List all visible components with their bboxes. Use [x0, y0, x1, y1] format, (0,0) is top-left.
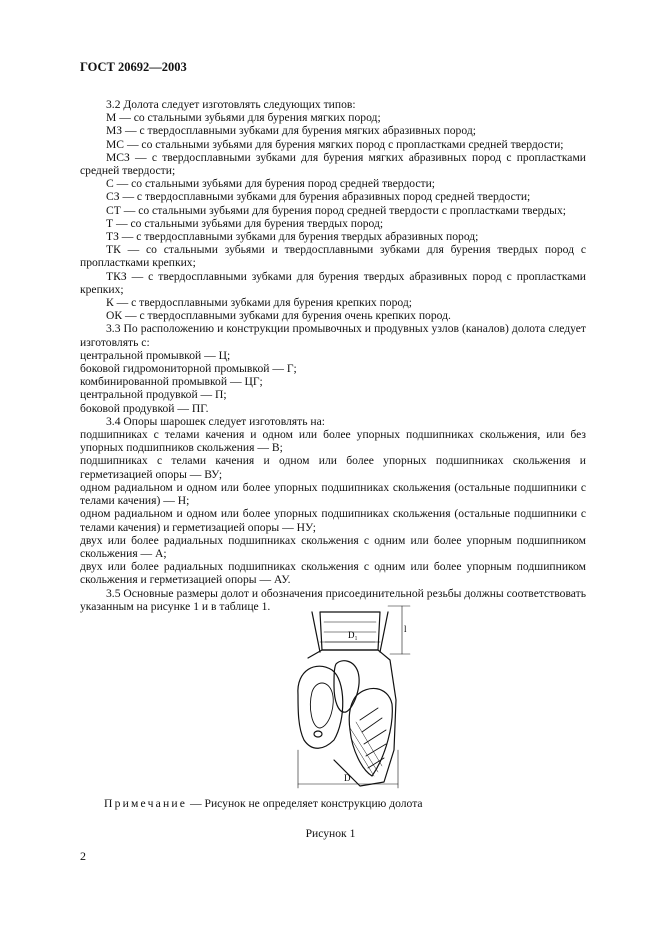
note-label: Примечание	[104, 797, 188, 810]
dim-d-label: D	[344, 773, 351, 783]
paragraph: подшипниках с телами качения и одном или более упорных подшипниках скольжения, или без упорных подшипников скольжения — В;	[80, 428, 586, 455]
paragraph: одном радиальном и одном или более упорных подшипниках скольжения (остальные подшипники с телами качения) — Н;	[80, 480, 586, 508]
shank-taper-left	[312, 612, 320, 652]
paragraph: Т — со стальными зубьями для бурения твердых пород;	[106, 216, 384, 230]
drill-bit-figure	[290, 600, 415, 790]
document-code-header: ГОСТ 20692—2003	[80, 60, 187, 74]
paragraph: комбинированной промывкой — ЦГ;	[80, 375, 263, 389]
right-cone	[349, 688, 392, 776]
bit-body-outline	[308, 650, 396, 786]
paragraph: МС — со стальными зубьями для бурения мягких пород с пропластками средней твердости;	[106, 137, 564, 151]
paragraph: К — с твердосплавными зубками для бурения крепких пород;	[106, 296, 412, 310]
shank-taper-right	[380, 612, 388, 652]
paragraph: МСЗ — с твердосплавными зубками для бурения мягких абразивных пород с пропластками средней твердости;	[80, 150, 586, 178]
paragraph: двух или более радиальных подшипниках скольжения с одним или более упорным подшипником скольжения — А;	[80, 533, 586, 560]
page-number: 2	[80, 849, 86, 863]
paragraph: боковой продувкой — ПГ.	[80, 401, 209, 415]
paragraph: центральной промывкой — Ц;	[80, 348, 231, 362]
paragraph: ТК — со стальными зубьями и твердосплавными зубками для бурения твердых пород с пропластками крепких;	[80, 243, 586, 270]
paragraph: 3.4 Опоры шарошек следует изготовлять на:	[106, 414, 325, 428]
figure-caption: Рисунок 1	[305, 827, 356, 840]
paragraph: 3.3 По расположению и конструкции промывочных и продувных узлов (каналов) долота следует изготовлять с:	[80, 322, 586, 349]
nozzle-hole	[314, 731, 322, 737]
paragraph: двух или более радиальных подшипниках скольжения с одним или более упорным подшипником скольжения и герметизацией опоры — АУ.	[80, 560, 586, 587]
paragraph: 3.2 Долота следует изготовлять следующих типов:	[106, 98, 356, 111]
paragraph: М — со стальными зубьями для бурения мягких пород;	[106, 111, 381, 125]
paragraph: СЗ — с твердосплавными зубками для бурения абразивных пород средней твердости;	[106, 190, 531, 204]
body-text	[80, 98, 586, 613]
paragraph: ОК — с твердосплавными зубками для бурения очень крепких пород.	[106, 309, 451, 323]
paragraph: одном радиальном и одном или более упорных подшипниках скольжения (остальные подшипники с телами качения) и герметизацией опоры — НУ;	[80, 507, 586, 534]
paragraph: С — со стальными зубьями для бурения пород средней твердости;	[106, 177, 435, 191]
paragraph: центральной продувкой — П;	[80, 388, 227, 402]
left-cone-inner	[310, 683, 333, 728]
figure-note	[104, 797, 423, 810]
paragraph: 3.5 Основные размеры долот и обозначения присоединительной резьбы должны соответствовать указанным на рисунке 1 и в таблице 1.	[80, 586, 586, 613]
paragraph: ТКЗ — с твердосплавными зубками для бурения твердых абразивных пород с пропластками крепких;	[80, 269, 586, 296]
paragraph: МЗ — с твердосплавными зубками для бурения мягких абразивных пород;	[106, 124, 476, 138]
paragraph: ТЗ — с твердосплавными зубками для бурения твердых абразивных пород;	[106, 230, 479, 244]
paragraph: боковой гидромониторной промывкой — Г;	[80, 362, 297, 376]
paragraph: СТ — со стальными зубьями для бурения пород средней твердости с пропластками твердых;	[106, 203, 566, 217]
dim-l-label: l	[404, 624, 407, 634]
note-text: — Рисунок не определяет конструкцию долота	[187, 797, 423, 810]
paragraph: подшипниках с телами качения и одном или более упорных подшипниках скольжения и герметизацией опоры — ВУ;	[80, 454, 586, 481]
central-cone	[334, 661, 359, 712]
dim-d1-label: D₁	[348, 630, 358, 640]
drill-bit-drawing	[290, 600, 415, 790]
